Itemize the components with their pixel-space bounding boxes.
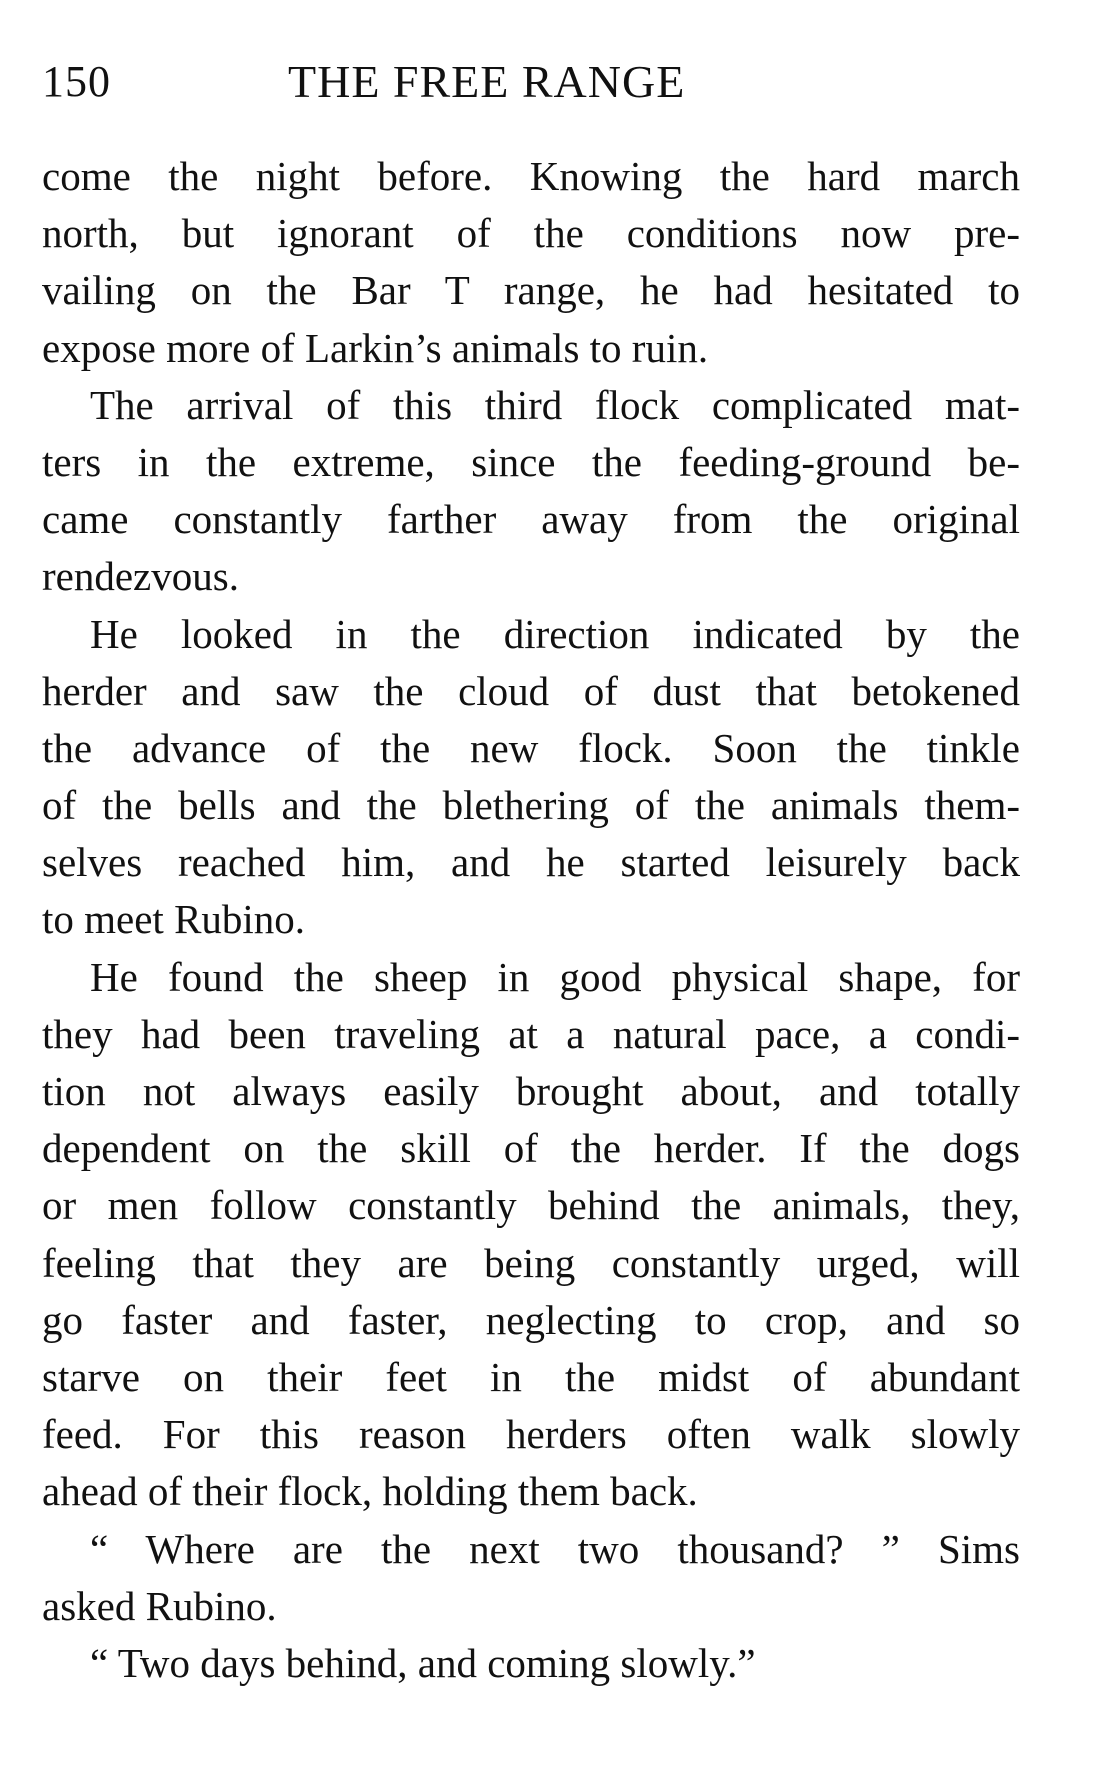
text-line: they had been traveling at a natural pace, a condi-	[42, 1010, 1020, 1057]
text-line: come the night before. Knowing the hard march	[42, 153, 1020, 199]
text-line: feed. For this reason herders often walk slowly	[42, 1411, 1020, 1458]
running-title: THE FREE RANGE	[288, 56, 686, 107]
text-line: expose more of Larkin’s animals to ruin.	[42, 324, 709, 371]
text-line: ters in the extreme, since the feeding-ground be-	[42, 438, 1020, 485]
text-line: of the bells and the blethering of the animals them-	[42, 782, 1020, 829]
page-number: 150	[42, 57, 111, 106]
text-line: the advance of the new flock. Soon the tinkle	[42, 724, 1020, 771]
text-line: dependent on the skill of the herder. If the dogs	[42, 1125, 1020, 1172]
text-line: The arrival of this third flock complicated mat-	[90, 381, 1020, 428]
text-line: “ Where are the next two thousand? ” Sims	[90, 1525, 1020, 1572]
text-line: vailing on the Bar T range, he had hesitated to	[42, 267, 1020, 314]
text-line: “ Two days behind, and coming slowly.”	[90, 1639, 756, 1686]
text-line: asked Rubino.	[42, 1582, 277, 1629]
running-head	[42, 52, 1022, 112]
text-line: ahead of their flock, holding them back.	[42, 1468, 698, 1515]
text-line: herder and saw the cloud of dust that betokened	[42, 667, 1020, 714]
text-line: tion not always easily brought about, and totally	[42, 1068, 1020, 1114]
text-line: He found the sheep in good physical shape, for	[90, 953, 1020, 1000]
text-line: He looked in the direction indicated by the	[90, 610, 1020, 657]
text-line: north, but ignorant of the conditions now pre-	[42, 210, 1020, 257]
text-line: starve on their feet in the midst of abundant	[42, 1353, 1020, 1400]
text-line: to meet Rubino.	[42, 896, 306, 943]
text-line: go faster and faster, neglecting to crop, and so	[42, 1296, 1020, 1343]
body-text	[42, 148, 1020, 1692]
text-line: or men follow constantly behind the animals, they,	[42, 1182, 1020, 1229]
text-line: came constantly farther away from the original	[42, 496, 1020, 543]
text-line: feeling that they are being constantly urged, will	[42, 1239, 1020, 1286]
text-line: rendezvous.	[42, 553, 239, 600]
text-line: selves reached him, and he started leisurely back	[42, 839, 1020, 886]
